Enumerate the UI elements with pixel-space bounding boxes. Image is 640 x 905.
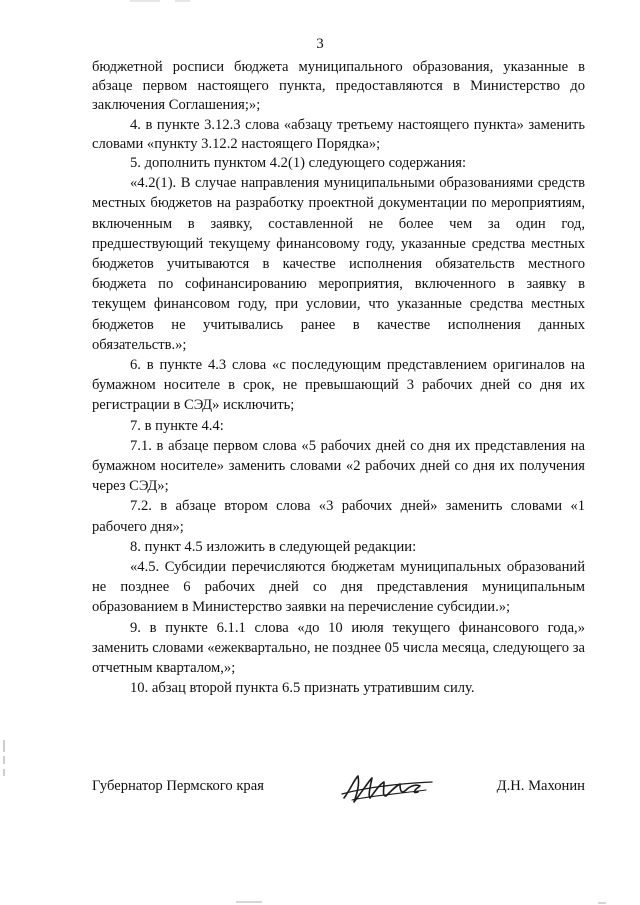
amendment-item-8: 8. пункт 4.5 изложить в следующей редакции: (130, 538, 417, 555)
document-body (92, 58, 585, 699)
amendment-text-4-5: «4.5. Субсидии перечисляются бюджетам муниципальных образований не позднее 6 рабочих дней со дня представления муниципальным образованием в Министерство заявки на перечисление субсидии.»; (92, 559, 585, 616)
signature-block (92, 778, 585, 802)
amendment-text-4-2-1: «4.2(1). В случае направления муниципальными образованиями средств местных бюджетов на разработку проектной документации по мероприятиям, включенным в заявку, составленной не более чем за один год, предшествующий текущему финансовому году, указанные средства местных бюджетов учитываются в качестве исполнения обязательств местного бюджета по софинансированию мероприятия, включенного в заявку в текущем финансовом году, при условии, что указанные средства местных бюджетов не учитывались ранее в качестве исполнения данных обязательств.»; (92, 175, 585, 353)
amendment-item-5: 5. дополнить пунктом 4.2(1) следующего содержания: (130, 155, 467, 172)
amendment-item-6: 6. в пункте 4.3 слова «с последующим представлением оригиналов на бумажном носителе в срок, не превышающий 3 рабочих дней со дня их регистрации в СЭД» исключить; (92, 357, 585, 414)
paragraph-continuation: бюджетной росписи бюджета муниципального образования, указанные в абзаце первом настоящего пункта, предоставляются в Министерство до заключения Соглашения;»; (92, 59, 585, 114)
amendment-item-7: 7. в пункте 4.4: (130, 417, 224, 434)
amendment-item-7-2: 7.2. в абзаце втором слова «3 рабочих дней» заменить словами «1 рабочего дня»; (92, 498, 585, 535)
handwritten-signature (340, 768, 436, 808)
page-number: 3 (316, 36, 324, 52)
amendment-item-7-1: 7.1. в абзаце первом слова «5 рабочих дней со дня их представления на бумажном носителе» заменить словами «2 рабочих дней со дня их получения через СЭД»; (92, 437, 585, 495)
amendment-item-9: 9. в пункте 6.1.1 слова «до 10 июля текущего финансового года,» заменить словами «ежеквартально, не позднее 05 числа месяца, следующего за отчетным кварталом,»; (92, 619, 585, 677)
amendment-item-10: 10. абзац второй пункта 6.5 признать утратившим силу. (130, 680, 475, 697)
signatory-title: Губернатор Пермского края (92, 778, 264, 794)
amendment-item-4: 4. в пункте 3.12.3 слова «абзацу третьему настоящего пункта» заменить словами «пункту 3.12.2 настоящего Порядка»; (92, 116, 585, 152)
signatory-name: Д.Н. Махонин (496, 778, 585, 794)
